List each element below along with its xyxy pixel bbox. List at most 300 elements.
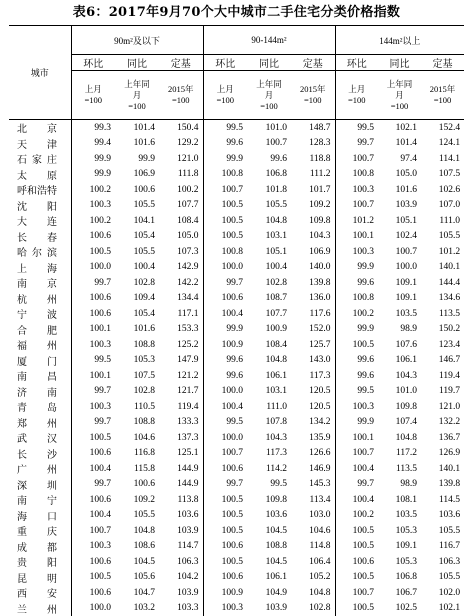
city-label: 成都 bbox=[17, 539, 57, 554]
index-value: 104.1 bbox=[115, 213, 159, 229]
city-name bbox=[9, 477, 71, 493]
index-value: 100.6 bbox=[71, 291, 115, 307]
table-body bbox=[9, 120, 464, 616]
index-value: 100.4 bbox=[71, 461, 115, 477]
index-value: 103.2 bbox=[115, 601, 159, 616]
index-value: 99.9 bbox=[335, 415, 378, 431]
index-value: 119.4 bbox=[159, 399, 203, 415]
index-value: 100.0 bbox=[203, 260, 247, 276]
index-value: 100.5 bbox=[203, 508, 247, 524]
index-value: 99.5 bbox=[247, 477, 291, 493]
index-value: 104.6 bbox=[291, 523, 335, 539]
index-value: 105.3 bbox=[378, 554, 421, 570]
index-value: 117.6 bbox=[291, 306, 335, 322]
index-value: 142.9 bbox=[159, 260, 203, 276]
sub-header-fixed: 定基 bbox=[291, 55, 335, 71]
table-title: 表6：2017年9月70个大中城市二手住宅分类价格指数 bbox=[0, 0, 473, 25]
table-row bbox=[9, 585, 464, 601]
index-value: 119.7 bbox=[421, 384, 464, 400]
index-value: 104.7 bbox=[115, 585, 159, 601]
city-name bbox=[9, 337, 71, 353]
index-value: 103.9 bbox=[247, 601, 291, 616]
index-value: 100.7 bbox=[335, 198, 378, 214]
index-value: 100.8 bbox=[203, 167, 247, 183]
table-row bbox=[9, 446, 464, 462]
index-value: 100.5 bbox=[203, 198, 247, 214]
index-value: 100.0 bbox=[203, 430, 247, 446]
index-value: 115.8 bbox=[115, 461, 159, 477]
index-value: 140.1 bbox=[421, 260, 464, 276]
index-value: 107.6 bbox=[378, 337, 421, 353]
table-row bbox=[9, 353, 464, 369]
city-label: 宁波 bbox=[17, 306, 57, 321]
index-value: 114.2 bbox=[247, 461, 291, 477]
index-value: 100.9 bbox=[203, 337, 247, 353]
index-value: 123.4 bbox=[421, 337, 464, 353]
index-value: 111.2 bbox=[291, 167, 335, 183]
city-name bbox=[9, 570, 71, 586]
index-value: 100.6 bbox=[71, 306, 115, 322]
index-value: 101.6 bbox=[115, 322, 159, 338]
table-row bbox=[9, 337, 464, 353]
index-value: 109.4 bbox=[115, 291, 159, 307]
city-label: 贵阳 bbox=[17, 554, 57, 569]
index-value: 103.5 bbox=[378, 508, 421, 524]
table-row bbox=[9, 384, 464, 400]
index-value: 100.1 bbox=[335, 229, 378, 245]
index-value: 105.0 bbox=[159, 229, 203, 245]
index-value: 100.6 bbox=[71, 554, 115, 570]
index-value: 100.5 bbox=[335, 337, 378, 353]
index-value: 105.1 bbox=[247, 244, 291, 260]
index-value: 101.2 bbox=[335, 213, 378, 229]
index-value: 105.3 bbox=[378, 523, 421, 539]
index-value: 124.1 bbox=[421, 136, 464, 152]
index-value: 117.3 bbox=[291, 368, 335, 384]
index-value: 100.7 bbox=[71, 523, 115, 539]
index-value: 99.5 bbox=[335, 384, 378, 400]
index-value: 99.7 bbox=[71, 275, 115, 291]
index-value: 100.4 bbox=[71, 508, 115, 524]
index-value: 107.7 bbox=[159, 198, 203, 214]
index-value: 125.2 bbox=[159, 337, 203, 353]
group-header-large: 144m²以上 bbox=[335, 26, 464, 55]
index-value: 100.8 bbox=[335, 291, 378, 307]
city-label: 济南 bbox=[17, 384, 57, 399]
index-value: 103.3 bbox=[159, 601, 203, 616]
index-value: 100.8 bbox=[335, 167, 378, 183]
index-value: 100.2 bbox=[71, 182, 115, 198]
index-value: 111.0 bbox=[247, 399, 291, 415]
index-value: 99.4 bbox=[71, 136, 115, 152]
index-value: 100.4 bbox=[335, 461, 378, 477]
index-value: 132.2 bbox=[421, 415, 464, 431]
index-value: 100.5 bbox=[71, 244, 115, 260]
index-value: 105.5 bbox=[115, 508, 159, 524]
index-value: 121.0 bbox=[159, 151, 203, 167]
index-value: 100.5 bbox=[203, 554, 247, 570]
index-value: 102.8 bbox=[115, 275, 159, 291]
index-value: 104.8 bbox=[247, 213, 291, 229]
city-label: 重庆 bbox=[17, 523, 57, 538]
city-name bbox=[9, 260, 71, 276]
city-label: 青岛 bbox=[17, 399, 57, 414]
index-value: 105.5 bbox=[421, 523, 464, 539]
index-value: 101.2 bbox=[421, 244, 464, 260]
index-value: 108.8 bbox=[247, 539, 291, 555]
table-row bbox=[9, 229, 464, 245]
index-value: 114.8 bbox=[291, 539, 335, 555]
table-row bbox=[9, 260, 464, 276]
index-value: 108.6 bbox=[115, 539, 159, 555]
index-value: 134.4 bbox=[159, 291, 203, 307]
index-value: 104.5 bbox=[115, 554, 159, 570]
index-value: 100.7 bbox=[335, 151, 378, 167]
index-value: 105.4 bbox=[115, 306, 159, 322]
index-value: 105.4 bbox=[115, 229, 159, 245]
table-row bbox=[9, 151, 464, 167]
index-value: 100.7 bbox=[203, 446, 247, 462]
city-name bbox=[9, 182, 71, 198]
index-value: 145.3 bbox=[291, 477, 335, 493]
index-value: 102.5 bbox=[378, 601, 421, 616]
index-value: 126.9 bbox=[421, 446, 464, 462]
base-header-ring: 上月 =100 bbox=[203, 71, 247, 120]
index-value: 99.9 bbox=[115, 151, 159, 167]
index-value: 100.3 bbox=[71, 539, 115, 555]
city-label: 兰州 bbox=[17, 601, 57, 616]
index-value: 101.4 bbox=[378, 136, 421, 152]
index-value: 100.4 bbox=[203, 399, 247, 415]
index-value: 103.9 bbox=[159, 523, 203, 539]
table-row bbox=[9, 601, 464, 616]
table-row bbox=[9, 322, 464, 338]
index-value: 99.6 bbox=[203, 353, 247, 369]
index-value: 106.3 bbox=[421, 554, 464, 570]
index-value: 100.0 bbox=[71, 260, 115, 276]
city-label: 天津 bbox=[17, 136, 57, 151]
index-value: 106.8 bbox=[378, 570, 421, 586]
city-name bbox=[9, 353, 71, 369]
city-name bbox=[9, 306, 71, 322]
index-value: 100.3 bbox=[335, 399, 378, 415]
index-value: 104.9 bbox=[247, 585, 291, 601]
table-row bbox=[9, 430, 464, 446]
index-value: 139.8 bbox=[421, 477, 464, 493]
index-value: 104.8 bbox=[291, 585, 335, 601]
sub-header-yoy: 同比 bbox=[247, 55, 291, 71]
city-label: 广州 bbox=[17, 461, 57, 476]
city-name bbox=[9, 275, 71, 291]
index-value: 120.5 bbox=[291, 384, 335, 400]
city-name bbox=[9, 523, 71, 539]
index-value: 134.6 bbox=[421, 291, 464, 307]
base-header-yoy: 上年同 月 =100 bbox=[247, 71, 291, 120]
index-value: 100.9 bbox=[247, 322, 291, 338]
index-value: 102.6 bbox=[421, 182, 464, 198]
table-row bbox=[9, 120, 464, 136]
index-value: 114.5 bbox=[421, 492, 464, 508]
city-column-header: 城市 bbox=[9, 26, 71, 120]
index-value: 109.1 bbox=[378, 275, 421, 291]
index-value: 107.8 bbox=[247, 415, 291, 431]
city-label: 长春 bbox=[17, 229, 57, 244]
index-value: 100.3 bbox=[71, 399, 115, 415]
index-value: 113.5 bbox=[378, 461, 421, 477]
city-label: 南京 bbox=[17, 275, 57, 290]
index-value: 100.3 bbox=[335, 182, 378, 198]
index-value: 137.3 bbox=[159, 430, 203, 446]
index-value: 100.6 bbox=[115, 477, 159, 493]
table-row bbox=[9, 477, 464, 493]
index-value: 114.1 bbox=[421, 151, 464, 167]
group-header-small: 90m²及以下 bbox=[71, 26, 203, 55]
base-header-ring: 上月 =100 bbox=[335, 71, 378, 120]
index-value: 150.2 bbox=[421, 322, 464, 338]
index-value: 142.2 bbox=[159, 275, 203, 291]
index-value: 103.6 bbox=[247, 508, 291, 524]
base-header-yoy: 上年同 月 =100 bbox=[378, 71, 421, 120]
table-row bbox=[9, 399, 464, 415]
index-value: 101.0 bbox=[247, 120, 291, 136]
index-value: 99.6 bbox=[335, 275, 378, 291]
index-value: 147.9 bbox=[159, 353, 203, 369]
city-label: 北京 bbox=[17, 120, 57, 135]
index-value: 116.7 bbox=[421, 539, 464, 555]
city-label: 海口 bbox=[17, 508, 57, 523]
index-value: 100.6 bbox=[71, 446, 115, 462]
index-value: 106.9 bbox=[115, 167, 159, 183]
index-value: 117.2 bbox=[378, 446, 421, 462]
index-value: 100.7 bbox=[378, 244, 421, 260]
index-value: 143.0 bbox=[291, 353, 335, 369]
index-value: 100.5 bbox=[203, 229, 247, 245]
index-value: 108.4 bbox=[159, 213, 203, 229]
index-value: 118.8 bbox=[291, 151, 335, 167]
city-label: 上海 bbox=[17, 260, 57, 275]
index-value: 136.7 bbox=[421, 430, 464, 446]
sub-header-fixed: 定基 bbox=[421, 55, 464, 71]
city-label: 福州 bbox=[17, 337, 57, 352]
index-value: 100.7 bbox=[335, 446, 378, 462]
index-value: 98.9 bbox=[378, 477, 421, 493]
index-value: 146.9 bbox=[291, 461, 335, 477]
index-value: 100.2 bbox=[71, 213, 115, 229]
index-value: 102.8 bbox=[115, 384, 159, 400]
index-value: 100.6 bbox=[203, 291, 247, 307]
index-value: 101.6 bbox=[378, 182, 421, 198]
index-value: 99.5 bbox=[71, 353, 115, 369]
index-value: 100.8 bbox=[203, 244, 247, 260]
table-header bbox=[9, 26, 464, 120]
city-name bbox=[9, 136, 71, 152]
index-value: 99.7 bbox=[71, 477, 115, 493]
city-label: 沈阳 bbox=[17, 198, 57, 213]
index-value: 121.0 bbox=[421, 399, 464, 415]
index-value: 102.8 bbox=[291, 601, 335, 616]
index-value: 104.3 bbox=[378, 368, 421, 384]
table-row bbox=[9, 415, 464, 431]
index-value: 108.4 bbox=[247, 337, 291, 353]
index-value: 108.8 bbox=[115, 337, 159, 353]
index-value: 100.1 bbox=[335, 430, 378, 446]
index-value: 136.0 bbox=[291, 291, 335, 307]
index-value: 111.0 bbox=[421, 213, 464, 229]
index-value: 100.3 bbox=[203, 601, 247, 616]
index-value: 102.4 bbox=[378, 229, 421, 245]
index-value: 100.2 bbox=[335, 508, 378, 524]
index-value: 101.6 bbox=[115, 136, 159, 152]
table-row bbox=[9, 136, 464, 152]
index-value: 125.7 bbox=[291, 337, 335, 353]
index-value: 101.8 bbox=[247, 182, 291, 198]
index-value: 105.2 bbox=[291, 570, 335, 586]
city-name bbox=[9, 368, 71, 384]
index-value: 105.5 bbox=[421, 229, 464, 245]
table-row bbox=[9, 492, 464, 508]
index-value: 99.7 bbox=[335, 477, 378, 493]
index-value: 126.6 bbox=[291, 446, 335, 462]
index-value: 107.3 bbox=[159, 244, 203, 260]
city-name bbox=[9, 151, 71, 167]
index-value: 104.2 bbox=[159, 570, 203, 586]
index-value: 99.9 bbox=[71, 167, 115, 183]
index-value: 106.8 bbox=[247, 167, 291, 183]
index-value: 107.0 bbox=[421, 198, 464, 214]
table-row bbox=[9, 167, 464, 183]
index-value: 99.5 bbox=[335, 120, 378, 136]
city-name bbox=[9, 291, 71, 307]
index-value: 109.8 bbox=[291, 213, 335, 229]
city-label: 合肥 bbox=[17, 322, 57, 337]
base-header-fixed: 2015年 =100 bbox=[421, 71, 464, 120]
city-name bbox=[9, 167, 71, 183]
index-value: 99.9 bbox=[335, 260, 378, 276]
index-value: 103.1 bbox=[247, 384, 291, 400]
index-value: 99.7 bbox=[203, 477, 247, 493]
index-value: 98.9 bbox=[378, 322, 421, 338]
index-value: 106.4 bbox=[291, 554, 335, 570]
index-value: 99.6 bbox=[247, 151, 291, 167]
index-value: 101.7 bbox=[291, 182, 335, 198]
index-value: 109.1 bbox=[378, 291, 421, 307]
index-value: 105.1 bbox=[378, 213, 421, 229]
index-value: 121.2 bbox=[159, 368, 203, 384]
city-name bbox=[9, 508, 71, 524]
index-value: 100.4 bbox=[247, 260, 291, 276]
index-value: 104.8 bbox=[115, 523, 159, 539]
city-label: 太原 bbox=[17, 167, 57, 182]
city-label: 厦门 bbox=[17, 353, 57, 368]
table-row bbox=[9, 461, 464, 477]
index-value: 104.6 bbox=[115, 430, 159, 446]
base-header-fixed: 2015年 =100 bbox=[159, 71, 203, 120]
index-value: 101.0 bbox=[378, 384, 421, 400]
index-value: 100.4 bbox=[335, 492, 378, 508]
index-value: 109.2 bbox=[115, 492, 159, 508]
base-header-yoy: 上年同 月 =100 bbox=[115, 71, 159, 120]
index-value: 107.5 bbox=[421, 167, 464, 183]
index-value: 100.0 bbox=[203, 384, 247, 400]
index-value: 99.9 bbox=[71, 151, 115, 167]
index-value: 100.5 bbox=[203, 213, 247, 229]
index-value: 99.3 bbox=[71, 120, 115, 136]
index-value: 99.7 bbox=[71, 384, 115, 400]
index-value: 113.5 bbox=[421, 306, 464, 322]
index-value: 105.3 bbox=[115, 353, 159, 369]
index-value: 129.2 bbox=[159, 136, 203, 152]
index-value: 100.2 bbox=[159, 182, 203, 198]
city-label: 杭州 bbox=[17, 291, 57, 306]
index-value: 100.5 bbox=[335, 601, 378, 616]
index-value: 116.8 bbox=[115, 446, 159, 462]
index-value: 104.3 bbox=[247, 430, 291, 446]
index-value: 134.2 bbox=[291, 415, 335, 431]
index-value: 100.3 bbox=[71, 198, 115, 214]
city-name bbox=[9, 415, 71, 431]
index-value: 103.0 bbox=[291, 508, 335, 524]
city-label: 西安 bbox=[17, 585, 57, 600]
index-value: 109.1 bbox=[378, 539, 421, 555]
city-label: 武汉 bbox=[17, 430, 57, 445]
index-value: 103.1 bbox=[247, 229, 291, 245]
index-value: 99.9 bbox=[203, 151, 247, 167]
index-value: 100.7 bbox=[335, 585, 378, 601]
index-value: 110.5 bbox=[115, 399, 159, 415]
city-label: 深圳 bbox=[17, 477, 57, 492]
index-value: 152.0 bbox=[291, 322, 335, 338]
city-label: 郑州 bbox=[17, 415, 57, 430]
sub-header-ring: 环比 bbox=[71, 55, 115, 71]
city-name bbox=[9, 554, 71, 570]
index-value: 100.0 bbox=[378, 260, 421, 276]
index-value: 107.7 bbox=[247, 306, 291, 322]
price-index-table bbox=[9, 25, 464, 616]
index-value: 99.9 bbox=[203, 322, 247, 338]
index-value: 100.5 bbox=[71, 570, 115, 586]
city-name bbox=[9, 539, 71, 555]
index-value: 100.1 bbox=[71, 368, 115, 384]
city-name bbox=[9, 213, 71, 229]
index-value: 104.8 bbox=[247, 353, 291, 369]
table-row bbox=[9, 275, 464, 291]
index-value: 100.6 bbox=[335, 554, 378, 570]
index-value: 105.6 bbox=[115, 570, 159, 586]
table-row bbox=[9, 539, 464, 555]
index-value: 100.5 bbox=[335, 523, 378, 539]
city-name bbox=[9, 384, 71, 400]
index-value: 100.5 bbox=[203, 492, 247, 508]
sub-header-row bbox=[9, 55, 464, 71]
index-value: 108.8 bbox=[115, 415, 159, 431]
index-value: 108.1 bbox=[378, 492, 421, 508]
index-value: 100.3 bbox=[335, 244, 378, 260]
index-value: 100.6 bbox=[71, 492, 115, 508]
index-value: 135.9 bbox=[291, 430, 335, 446]
index-value: 111.8 bbox=[159, 167, 203, 183]
index-value: 102.1 bbox=[421, 601, 464, 616]
index-value: 106.7 bbox=[378, 585, 421, 601]
index-value: 153.3 bbox=[159, 322, 203, 338]
index-value: 99.6 bbox=[335, 353, 378, 369]
index-value: 106.3 bbox=[159, 554, 203, 570]
index-value: 99.7 bbox=[335, 136, 378, 152]
index-value: 120.5 bbox=[291, 399, 335, 415]
index-value: 102.0 bbox=[421, 585, 464, 601]
city-name bbox=[9, 120, 71, 136]
index-value: 102.8 bbox=[247, 275, 291, 291]
city-name bbox=[9, 430, 71, 446]
